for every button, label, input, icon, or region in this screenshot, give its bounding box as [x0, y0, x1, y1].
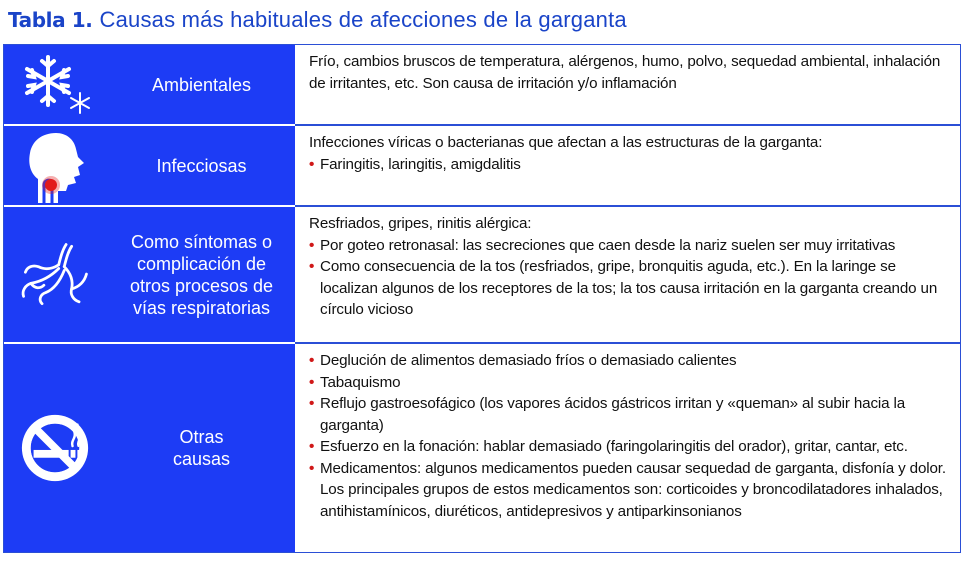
- list-item: • Faringitis, laringitis, amigdalitis: [309, 154, 950, 176]
- bullet-list: [309, 235, 950, 321]
- table-row: [4, 344, 960, 552]
- list-item: • Por goteo retronasal: las secreciones que caen desde la nariz suelen ser muy irritativas: [309, 235, 950, 257]
- no-smoking-icon: [18, 411, 92, 485]
- table-row: [4, 207, 960, 342]
- table-title: [8, 7, 627, 37]
- category-label: Otras causas: [172, 427, 231, 469]
- table-caption: Causas más habituales de afecciones de la garganta: [99, 7, 627, 32]
- list-item: • Deglución de alimentos demasiado fríos o demasiado calientes: [309, 350, 950, 372]
- description-cell: [295, 207, 960, 342]
- description-cell: [295, 45, 960, 124]
- bronchi-icon: [18, 238, 92, 312]
- description-intro: Resfriados, gripes, rinitis alérgica:: [309, 215, 532, 232]
- causes-table: [3, 44, 961, 553]
- throat-profile-icon: [18, 129, 92, 203]
- category-cell: [4, 126, 295, 205]
- table-row: [4, 45, 960, 124]
- list-item: • Como consecuencia de la tos (resfriados, gripe, bronquitis aguda, etc.). En la laringe se localizan algunos de los receptores de la tos; la tos causa irritación en la garganta creando un círculo vicioso: [309, 256, 950, 321]
- category-cell: [4, 207, 295, 342]
- list-item: • Esfuerzo en la fonación: hablar demasiado (faringolaringitis del orador), gritar, cantar, etc.: [309, 436, 950, 458]
- snowflake-icon: [18, 48, 92, 122]
- table-row: [4, 126, 960, 205]
- bullet-list: [309, 350, 950, 522]
- list-item: • Reflujo gastroesofágico (los vapores ácidos gástricos irritan y «queman» al subir hacia la garganta): [309, 393, 950, 436]
- list-item: • Medicamentos: algunos medicamentos pueden causar sequedad de garganta, disfonía y dolor. Los principales grupos de estos medicamentos son: corticoides y broncodilatadores inhalados, antihistamínicos, diuréticos, antidepresivos y antiparkinsonianos: [309, 458, 950, 523]
- description-cell: [295, 344, 960, 552]
- description-intro: Infecciones víricas o bacterianas que afectan a las estructuras de la garganta:: [309, 134, 823, 151]
- list-item: • Tabaquismo: [309, 372, 950, 394]
- description-text: Frío, cambios bruscos de temperatura, alérgenos, humo, polvo, sequedad ambiental, inhalación de irritantes, etc. Son causa de irritación y/o inflamación: [309, 53, 941, 92]
- category-cell: [4, 45, 295, 124]
- table-number: Tabla 1.: [8, 8, 93, 32]
- category-cell: [4, 344, 295, 552]
- category-label: Ambientales: [151, 74, 252, 95]
- description-cell: [295, 126, 960, 205]
- bullet-list: [309, 154, 950, 176]
- category-label: Infecciosas: [156, 155, 247, 176]
- category-label: Como síntomas o complicación de otros procesos de vías respiratorias: [129, 231, 274, 318]
